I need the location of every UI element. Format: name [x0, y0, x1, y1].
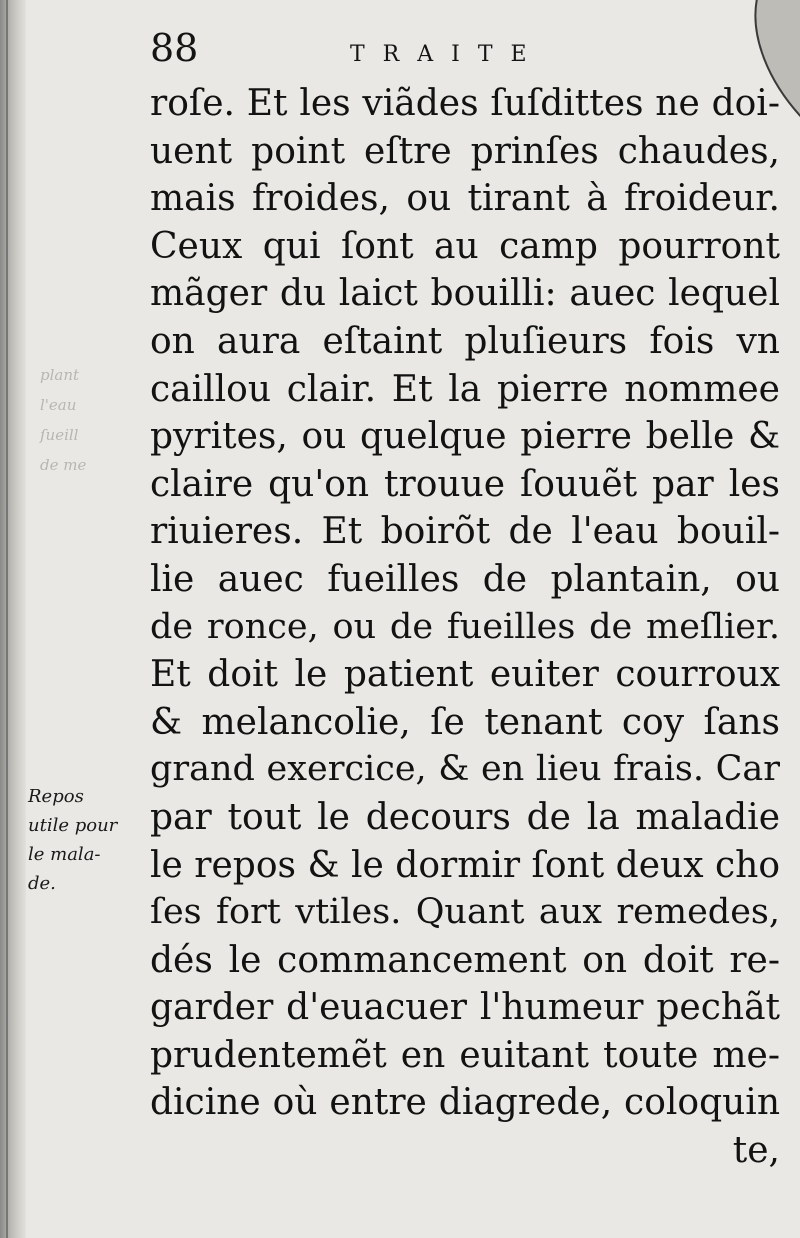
text-line: roſe. Et les viãdes ſuſdittes ne doi-	[150, 83, 780, 124]
margin-note-line: Repos	[28, 786, 84, 807]
margin-note-line: de.	[28, 873, 56, 894]
running-title: TRAITE	[350, 42, 545, 67]
text-line: grand exercice, & en lieu frais. Car	[150, 749, 780, 790]
text-line: mais froides, ou tirant à froideur.	[150, 178, 780, 220]
text-line: uent point eſtre prinſes chaudes,	[150, 130, 780, 172]
text-line: de ronce, ou de fueilles de meſlier.	[150, 606, 780, 647]
text-line: lie auec fueilles de plantain, ou	[150, 558, 780, 600]
text-line: claire qu'on trouue ſouuẽt par les	[150, 463, 780, 505]
margin-note	[28, 782, 128, 898]
catchword: te,	[732, 1130, 780, 1172]
gutter-edge	[6, 0, 8, 1238]
text-line: prudentemẽt en euitant toute me-	[150, 1034, 780, 1076]
text-line: pyrites, ou quelque pierre belle &	[150, 416, 780, 458]
show-through-line: de me	[40, 456, 87, 474]
text-line: & melancolie, ſe tenant coy ſans	[150, 701, 780, 743]
text-line: riuieres. Et boirõt de l'eau bouil-	[150, 511, 780, 553]
page-number: 88	[150, 26, 199, 70]
body-text	[150, 80, 780, 1175]
text-line: dicine où entre diagrede, coloquin	[150, 1082, 780, 1124]
text-line: ſes fort vtiles. Quant aux remedes,	[150, 892, 780, 933]
show-through-line: ſueill	[40, 426, 79, 444]
show-through-text	[40, 360, 150, 480]
text-line: le repos & le dormir ſont deux cho	[150, 844, 780, 886]
margin-note-line: utile pour	[28, 815, 118, 836]
binding-gutter	[0, 0, 26, 1238]
text-line: Ceux qui ſont au camp pourront	[150, 225, 780, 267]
show-through-line: l'eau	[40, 396, 77, 414]
text-line: caillou clair. Et la pierre nommee	[150, 368, 780, 410]
page-header	[150, 26, 670, 70]
text-line: on aura eſtaint pluſieurs fois vn	[150, 320, 780, 362]
show-through-line: plant	[40, 366, 80, 384]
margin-note-line: le mala-	[28, 844, 101, 865]
text-line: garder d'euacuer l'humeur pechãt	[150, 987, 780, 1029]
text-line: dés le commancement on doit re-	[150, 939, 780, 981]
text-line: mãger du laict bouilli: auec lequel	[150, 273, 780, 315]
text-line: par tout le decours de la maladie	[150, 796, 780, 838]
text-line: Et doit le patient euiter courroux	[150, 654, 780, 696]
